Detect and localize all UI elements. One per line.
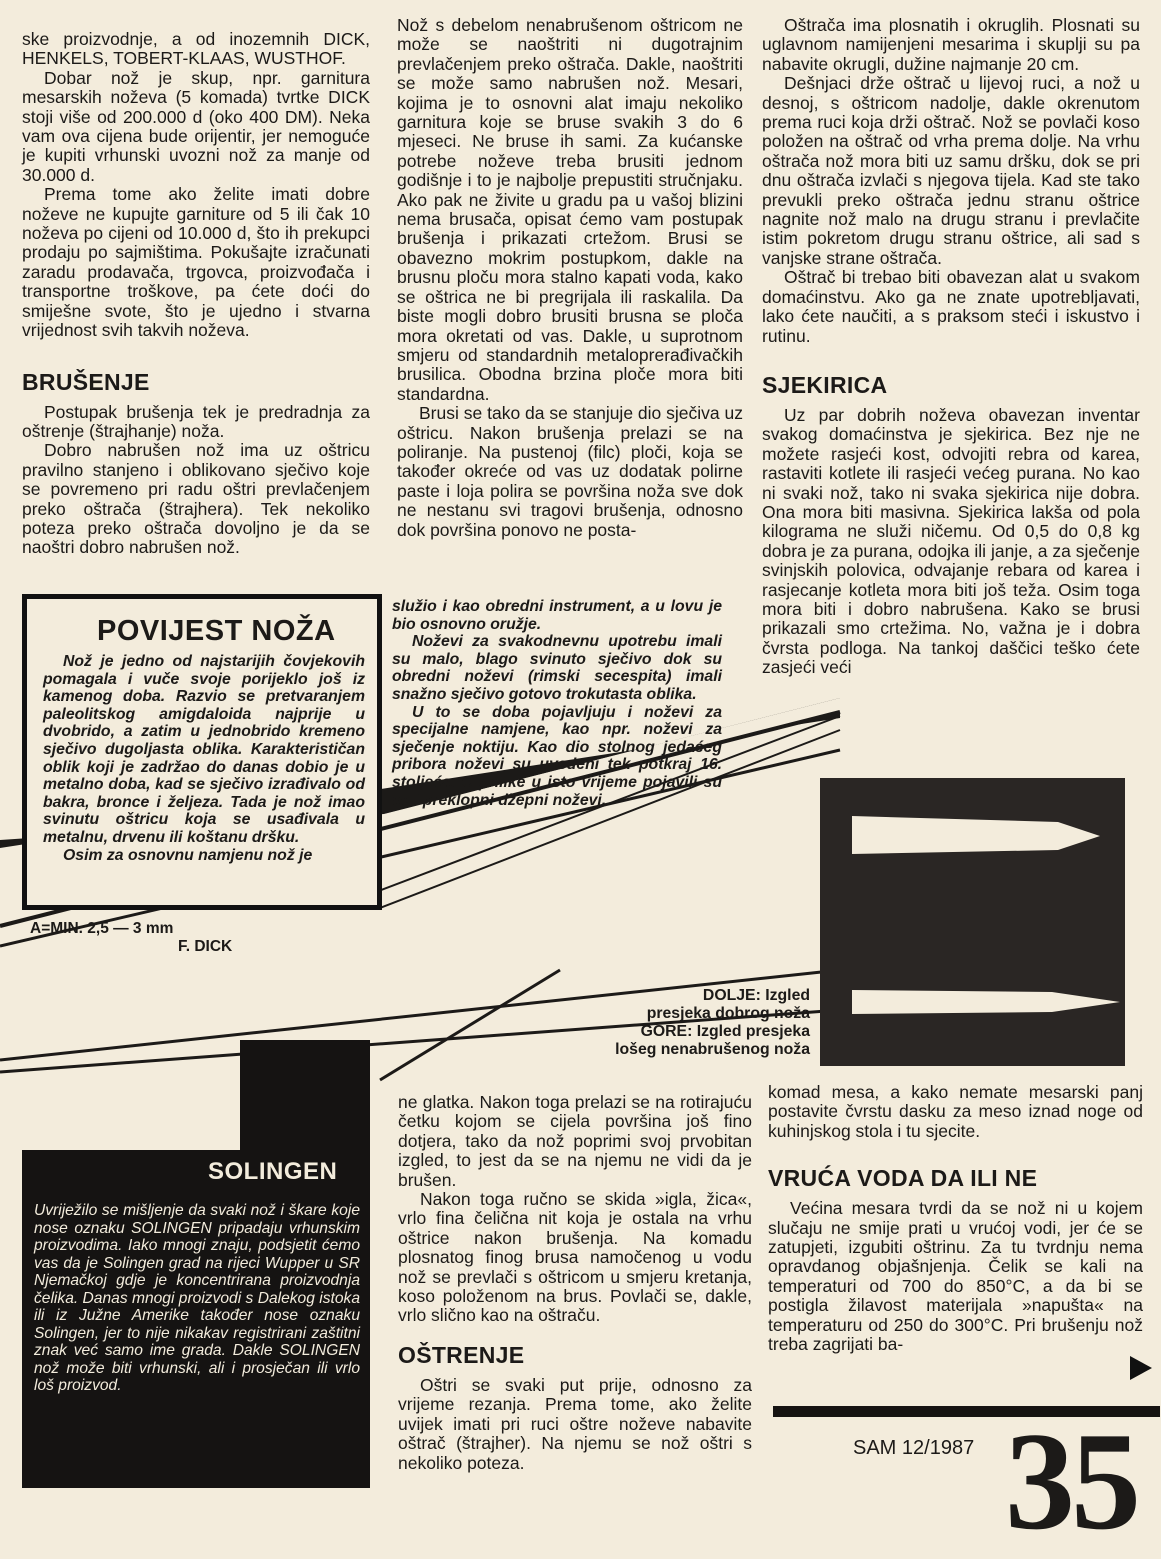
cross-section-drawing bbox=[820, 778, 1125, 1066]
section-heading-brusenje: BRUŠENJE bbox=[22, 368, 150, 395]
paragraph: služio i kao obredni instrument, a u lovu je bio osnovno oružje. bbox=[392, 598, 722, 633]
paragraph: Dobar nož je skup, npr. garnitura mesarskih noževa (5 komada) tvrtke DICK stoji više od 200.000 d (oko 400 DM). Neka vam ova cijena bude orijentir, jer nemoguće je kupiti vrhunski uvozni nož za manje od 30.000 d. bbox=[22, 67, 370, 185]
history-box bbox=[22, 594, 382, 910]
paragraph: Nož s debelom nenabrušenom oštricom ne može se naoštriti ni dugotrajnim prevlačenjem preko oštrača. Dakle, naoštriti se može samo nabrušen nož. Mesari, kojima je to osnovni alat imaju nekoliko garnitura koje se bruse svakih 3 do 6 mjeseci. Ne bruse ih sami. Za kućanske potrebe noževe treba brusiti jednom godišnje i to je najbolje prepustiti stručnjaku. Ako pak ne živite u gradu pa u vašoj blizini nema brusača, opisat ćemo vam postupak brušenja i prikazati crtežom. Brusi se obavezno mokrim postupkom, dakle na brusnu ploču mora stalno kapati voda, kako se oštrica ne bi pregrijala ili raskalila. Da biste mogli dobro brusiti brusna se ploča mora okretati od vas. Dakle, u suprotnom smjeru od standardnih metaloprerađivačkih brusilica. Obodna brzina ploče mora biti standardna. bbox=[397, 15, 743, 404]
section-heading-sjekirica: SJEKIRICA bbox=[762, 371, 888, 398]
blade-edge-line bbox=[380, 970, 560, 1080]
solingen-box bbox=[22, 1150, 370, 1488]
paragraph: Nakon toga ručno se skida »igla, žica«, vrlo fina čelična nit koja je ostala na vrhu oštrice nakon brušenja. Na komadu plosnatog finog brusa namočenog u vodu nož se prevlači s oštricom u smjeru kretanja, koso položenom na brus. Povlači se, dakle, vrlo slično kao na oštraču. bbox=[398, 1189, 752, 1326]
solingen-title: SOLINGEN bbox=[208, 1158, 338, 1185]
paragraph: U to se doba pojavljuju i noževi za specijalne namjene, kao npr. noževi za sječenje noktiju. Kao dio stolnog jedaćeg pribora noževi su uvedeni tek potkraj 16. stoljeća. Otprilike u isto vrijeme pojavili su se i preklopni džepni noževi. bbox=[392, 703, 722, 809]
caption-line: presjeka dobrog noža bbox=[646, 1005, 810, 1022]
solingen-tab bbox=[240, 1040, 370, 1152]
paragraph: Dešnjaci drže oštrač u lijevoj ruci, a nož u desnoj, s oštricom nadolje, dakle okrenutom prema ruci koja drži oštrač. Nož se povlači koso položen na oštrač od vrha prema dolje. Na vrhu oštrača nož mora biti uz samu dršku, dok se pri dnu oštrača izvlači s njegova tijela. Kad ste tako prevukli preko oštrača jednu stranu oštrice nagnite nož malo na drugu stranu i prevlačite istim pokretom drugu stranu oštrice, ali sad s vanjske strane oštrača. bbox=[762, 73, 1140, 268]
paragraph: Oštrača ima plosnatih i okruglih. Plosnati su uglavnom namijenjeni mesarima i skuplji su pa nabavite okrugli, dužine najmanje 20 cm. bbox=[762, 15, 1140, 74]
column-3-top bbox=[762, 16, 1140, 678]
caption-line: lošeg nenabrušenog noža bbox=[615, 1041, 810, 1058]
paragraph: Brusi se tako da se stanjuje dio sječiva uz oštricu. Nakon brušenja prelazi se na poliranje. Na pustenoj (filc) ploči, koja se također okreće od vas uz dodatak polirne paste i loja polira se površina noža sve dok ne nestanu svi tragovi brušenja, odnosno dok površina ponovo ne posta- bbox=[397, 403, 743, 540]
brand-label: F. DICK bbox=[178, 938, 233, 955]
continue-arrow-icon bbox=[1130, 1356, 1152, 1380]
paragraph: Dobro nabrušen nož ima uz oštricu pravilno stanjeno i oblikovano sječivo koje se povremeno pri radu oštri prevlačenjem preko oštrača (štrajhera). Tek nekoliko poteza preko oštrača dovoljno je da se naoštri dobro nabrušen nož. bbox=[22, 440, 370, 558]
paragraph: ske proizvodnje, a od inozemnih DICK, HENKELS, TOBERT-KLAAS, WUSTHOF. bbox=[22, 29, 370, 69]
paragraph: Uvriježilo se mišljenje da svaki nož i škare koje nose oznaku SOLINGEN pripadaju vrhunskim proizvodima. Iako mnogi znaju, podsjetit ćemo vas da je Solingen grad na rijeci Wupper u SR Njemačkoj gdje je koncentrirana proizvodnja čelika. Danas mnogi proizvodi s Dalekog istoka ili iz Južne Amerike također nose oznaku Solingen, jer to nije nikakav registrirani zaštitni znak već samo ime grada. Dakle SOLINGEN nož može biti vrhunski, ali i prosječan ili vrlo loš proizvod. bbox=[34, 1202, 360, 1394]
bad-cross-section bbox=[852, 816, 1100, 854]
dimension-label: A=MIN. 2,5 — 3 mm bbox=[30, 920, 174, 937]
history-title: POVIJEST NOŽA bbox=[97, 615, 336, 647]
paragraph: Noževi za svakodnevnu upotrebu imali su malo, blago svinuto sječivo dok su obredni noževi (rimski secespita) imali snažno sječivo gotovo trokutasta oblika. bbox=[392, 633, 722, 703]
paragraph: Postupak brušenja tek je predradnja za oštrenje (štrajhanje) noža. bbox=[22, 401, 370, 441]
solingen-text bbox=[34, 1202, 360, 1395]
caption-line: GORE: Izgled presjeka bbox=[640, 1023, 810, 1040]
cross-section-caption bbox=[580, 987, 810, 1059]
caption-line: DOLJE: Izgled bbox=[702, 987, 810, 1004]
cross-section-panel bbox=[820, 778, 1125, 1066]
paragraph: Osim za osnovnu namjenu nož je bbox=[63, 846, 313, 864]
paragraph: ne glatka. Nakon toga prelazi se na rotirajuću četku kojom se cijela površina još fino dotjera, tako da nož poprimi svoj prvobitan izgled, to jest da se na njemu ne vidi da je brušen. bbox=[398, 1092, 752, 1190]
column-2-top bbox=[397, 16, 743, 540]
paragraph: komad mesa, a kako nemate mesarski panj postavite čvrstu dasku za meso iznad noge od kuhinjskog stola i tu sjecite. bbox=[768, 1082, 1143, 1141]
magazine-issue: SAM 12/1987 bbox=[853, 1437, 975, 1459]
paragraph: Većina mesara tvrdi da se nož ni u kojem slučaju ne smije prati u vrućoj vodi, jer će se zatupjeti, izgubiti oštrinu. Za tu tvrdnju nema opravdanog objašnjenja. Čelik se kali na temperaturi od 700 do 850°C, a da bi se postigla žilavost materijala »napušta« na temperaturu od 250 do 300°C. Pri brušenju nož treba zagrijati ba- bbox=[768, 1198, 1143, 1355]
column-1-top bbox=[22, 30, 370, 558]
column-2-bottom bbox=[398, 1093, 752, 1473]
paragraph: Nož je jedno od najstarijih čovjekovih pomagala i vuče svoje porijeklo još iz kamenog doba. Razvio se pretvaranjem paleolitskog amigdaloida najprije u dvobrido, a zatim u jednobrido kremeno sječivo dugoljasta oblika. Karakterističan oblik koji je zadržao do danas dobio je u metalno doba, kad se sječivo izrađivalo od bakra, bronce i željeza. Tada je nož imao svinutu oštricu koja se usađivala u metalnu, drvenu ili koštanu dršku. bbox=[43, 653, 365, 846]
paragraph: Oštrač bi trebao biti obavezan alat u svakom domaćinstvu. Ako ga ne znate upotrebljavati, lako ćete naučiti, a s praksom steći i iskustvo i rutinu. bbox=[762, 267, 1140, 346]
page-number: 35 bbox=[1005, 1404, 1137, 1559]
paragraph: Uz par dobrih noževa obavezan inventar svakog domaćinstva je sjekirica. Bez nje ne možete rasjeći kost, odvojiti rebra od karea, rastaviti kotlete ili rasjeći većeg purana. No kao ni svaki nož, tako ni svaka sjekirica nije dobra. Ona mora biti masivna. Sjekirica lakša od pola kilograma ne služi ničemu. Od 0,5 do 0,8 kg dobra je za purana, odojka ili janje, a za sječenje svinjskih polovica, odvajanje rebara od karea i rasjecanje kotleta mora biti još teža. Osim toga mora biti i dobro nabrušena. Kako se brusi prikazali smo crtežima. No, važna je i dobra čvrsta podloga. Na tankoj daščici teško ćete zasjeći veći bbox=[762, 404, 1140, 678]
good-cross-section bbox=[852, 990, 1120, 1014]
section-heading-ostrenje: OŠTRENJE bbox=[398, 1341, 525, 1368]
history-text-continued bbox=[392, 598, 722, 809]
paragraph: Oštri se svaki put prije, odnosno za vrijeme rezanja. Prema tome, ako želite uvijek imati pri ruci oštre noževe nabavite oštrač (štrajher). Na njemu se nož oštri s nekoliko poteza. bbox=[398, 1374, 752, 1473]
column-3-bottom bbox=[768, 1083, 1143, 1354]
section-heading-vruca-voda: VRUĆA VODA DA ILI NE bbox=[768, 1165, 1038, 1192]
history-text bbox=[43, 653, 365, 864]
paragraph: Prema tome ako želite imati dobre noževe ne kupujte garniture od 5 ili čak 10 noževa po cijeni od 10.000 d, što ih prekupci prodaju po sajmištima. Pokušajte izračunati zaradu prodavača, trgovca, proizvođača i transportne troškove, pa ćete doći do smiješne svote, što je ujedno i stvarna vrijednost svih takvih noževa. bbox=[22, 184, 370, 341]
